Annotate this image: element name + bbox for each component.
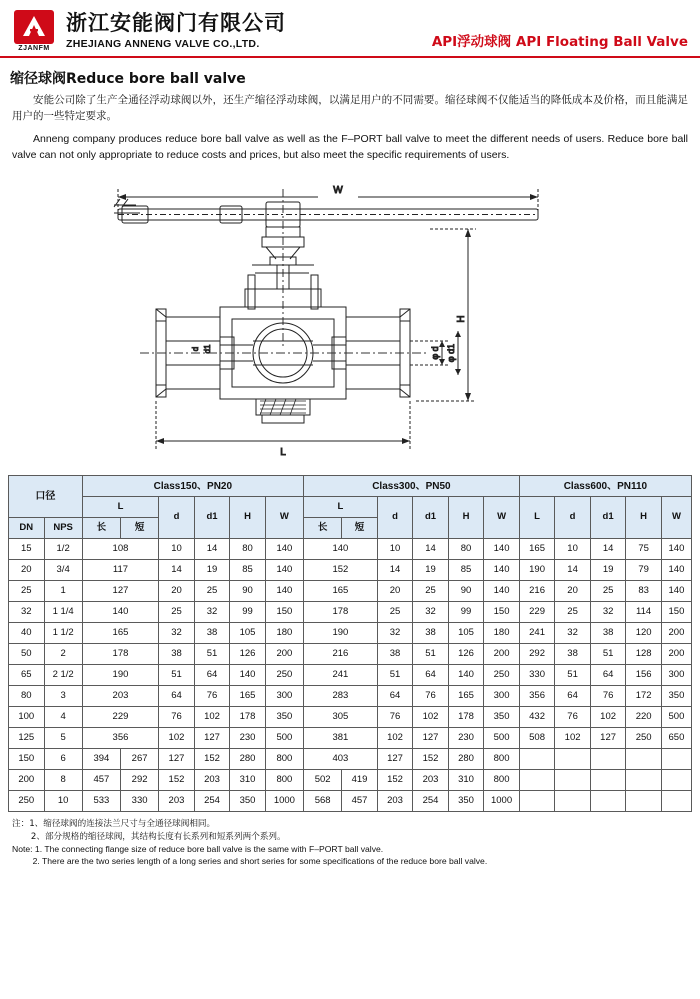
th-nps: NPS (44, 518, 82, 539)
cell-c300-w: 250 (484, 665, 520, 686)
th-c600-L: L (519, 497, 555, 539)
cell-nps: 10 (44, 791, 82, 812)
cell-c150-w: 180 (265, 623, 303, 644)
cell-c600-w: 150 (661, 602, 691, 623)
cell-dn: 65 (9, 665, 45, 686)
cell-c600-w: 200 (661, 623, 691, 644)
cell-nps: 1 (44, 581, 82, 602)
cell-c300-d: 10 (377, 539, 413, 560)
cell-c150-d: 76 (159, 707, 195, 728)
cell-c300-l-long: 190 (304, 623, 378, 644)
cell-c600-h: 128 (626, 644, 662, 665)
cell-c600-l: 190 (519, 560, 555, 581)
cell-c150-d: 38 (159, 644, 195, 665)
th-c300-H: H (448, 497, 484, 539)
cell-nps: 3/4 (44, 560, 82, 581)
company-name (66, 12, 286, 49)
cell-c600-d1: 32 (590, 602, 626, 623)
cell-c300-h: 230 (448, 728, 484, 749)
cell-c300-d: 203 (377, 791, 413, 812)
cell-c600-d1: 14 (590, 539, 626, 560)
cell-c150-l-long: 140 (82, 602, 158, 623)
cell-c600-d: 20 (555, 581, 591, 602)
th-c300-d: d (377, 497, 413, 539)
cell-c300-w: 500 (484, 728, 520, 749)
th-c300-W: W (484, 497, 520, 539)
cell-c600-h (626, 770, 662, 791)
company-name-en: ZHEJIANG ANNENG VALVE CO.,LTD. (66, 37, 260, 50)
cell-c300-l-long: 140 (304, 539, 378, 560)
company-logo (8, 10, 60, 52)
th-c150-H: H (230, 497, 266, 539)
cell-c150-d: 25 (159, 602, 195, 623)
cell-c150-d1: 152 (194, 749, 230, 770)
cell-c150-d: 51 (159, 665, 195, 686)
cell-dn: 25 (9, 581, 45, 602)
table-row (9, 602, 692, 623)
cell-c150-l-long: 229 (82, 707, 158, 728)
cell-nps: 8 (44, 770, 82, 791)
cell-c150-l-short: 267 (120, 749, 158, 770)
cell-nps: 2 1/2 (44, 665, 82, 686)
cell-c600-d1 (590, 770, 626, 791)
cell-c150-l-short: 292 (120, 770, 158, 791)
cell-c150-d: 20 (159, 581, 195, 602)
cell-c150-h: 178 (230, 707, 266, 728)
cell-dn: 250 (9, 791, 45, 812)
th-c300-L: L (304, 497, 378, 518)
page-title: 缩径球阀Reduce bore ball valve (10, 71, 246, 87)
cell-c150-w: 350 (265, 707, 303, 728)
cell-c300-w: 350 (484, 707, 520, 728)
cell-c300-w: 180 (484, 623, 520, 644)
cell-nps: 3 (44, 686, 82, 707)
cell-c600-d: 102 (555, 728, 591, 749)
th-group-size: 口径 (9, 476, 83, 518)
cell-c300-h: 280 (448, 749, 484, 770)
cell-c300-d1: 102 (413, 707, 449, 728)
cell-c600-h (626, 749, 662, 770)
cell-dn: 15 (9, 539, 45, 560)
cell-c300-h: 126 (448, 644, 484, 665)
page-header (0, 0, 700, 58)
cell-c600-h: 172 (626, 686, 662, 707)
spec-table-wrapper (0, 475, 700, 812)
th-c600-d1: d1 (590, 497, 626, 539)
table-row (9, 791, 692, 812)
cell-c150-h: 230 (230, 728, 266, 749)
cell-c150-w: 1000 (265, 791, 303, 812)
cell-c150-h: 140 (230, 665, 266, 686)
cell-c150-d: 32 (159, 623, 195, 644)
dim-w-top-label: W (333, 185, 343, 197)
cell-c300-d1: 14 (413, 539, 449, 560)
cell-c150-l-short: 330 (120, 791, 158, 812)
th-c300-d1: d1 (413, 497, 449, 539)
cell-c150-d: 102 (159, 728, 195, 749)
cell-c300-l-long: 305 (304, 707, 378, 728)
table-sub-header-row-1 (9, 497, 692, 518)
cell-c600-d: 51 (555, 665, 591, 686)
th-c150-L-long: 长 (82, 518, 120, 539)
cell-c300-l-long: 283 (304, 686, 378, 707)
cell-dn: 40 (9, 623, 45, 644)
dim-l-label: L (280, 447, 286, 459)
table-row (9, 728, 692, 749)
cell-c300-l-long: 152 (304, 560, 378, 581)
cell-c300-d1: 127 (413, 728, 449, 749)
cell-c150-l-long: 108 (82, 539, 158, 560)
cell-c600-h: 120 (626, 623, 662, 644)
cell-dn: 80 (9, 686, 45, 707)
cell-c150-d: 64 (159, 686, 195, 707)
cell-c300-d: 152 (377, 770, 413, 791)
cell-dn: 20 (9, 560, 45, 581)
cell-dn: 50 (9, 644, 45, 665)
cell-c600-h: 156 (626, 665, 662, 686)
logo-text: ZJANFM (18, 45, 50, 52)
cell-c600-d (555, 749, 591, 770)
cell-c150-l-long: 394 (82, 749, 120, 770)
cell-c150-d: 127 (159, 749, 195, 770)
cell-c600-l: 165 (519, 539, 555, 560)
cell-c600-d1 (590, 791, 626, 812)
cell-c300-w: 800 (484, 770, 520, 791)
cell-c600-l (519, 770, 555, 791)
cell-nps: 1 1/4 (44, 602, 82, 623)
table-row (9, 560, 692, 581)
cell-c600-d1: 25 (590, 581, 626, 602)
cell-c300-h: 350 (448, 791, 484, 812)
logo-mark-icon (14, 10, 54, 44)
table-row (9, 581, 692, 602)
cell-c300-w: 140 (484, 581, 520, 602)
cell-c150-l-long: 190 (82, 665, 158, 686)
cell-c300-d1: 76 (413, 686, 449, 707)
cell-c300-d1: 254 (413, 791, 449, 812)
cell-c150-w: 300 (265, 686, 303, 707)
cell-c600-d1: 38 (590, 623, 626, 644)
cell-c150-d1: 14 (194, 539, 230, 560)
cell-c600-l: 229 (519, 602, 555, 623)
table-row (9, 686, 692, 707)
th-c300-L-long: 长 (304, 518, 342, 539)
cell-dn: 200 (9, 770, 45, 791)
cell-c600-d1 (590, 749, 626, 770)
cell-c150-d: 203 (159, 791, 195, 812)
table-row (9, 665, 692, 686)
cell-c600-h (626, 791, 662, 812)
cell-c600-d: 76 (555, 707, 591, 728)
th-c300-L-short: 短 (342, 518, 378, 539)
cell-c600-l: 356 (519, 686, 555, 707)
cell-c300-w: 140 (484, 560, 520, 581)
cell-c150-l-long: 457 (82, 770, 120, 791)
cell-c600-l: 216 (519, 581, 555, 602)
cell-c300-h: 105 (448, 623, 484, 644)
table-row (9, 770, 692, 791)
cell-c600-w: 300 (661, 665, 691, 686)
cell-c600-d: 14 (555, 560, 591, 581)
cell-c600-d: 25 (555, 602, 591, 623)
th-c600-W: W (661, 497, 691, 539)
cell-c600-l: 508 (519, 728, 555, 749)
table-row (9, 623, 692, 644)
cell-c300-h: 85 (448, 560, 484, 581)
cell-c300-l-long: 165 (304, 581, 378, 602)
cell-c150-l-long: 356 (82, 728, 158, 749)
cell-nps: 5 (44, 728, 82, 749)
cell-c600-w: 140 (661, 581, 691, 602)
cell-c600-w: 200 (661, 644, 691, 665)
cell-c300-h: 99 (448, 602, 484, 623)
cell-c150-h: 310 (230, 770, 266, 791)
cell-c150-h: 85 (230, 560, 266, 581)
note-cn-2: 2、部分规格的缩径球阀，其结构长度有长系列和短系列两个系列。 (30, 831, 286, 842)
cell-c300-l-long: 381 (304, 728, 378, 749)
th-c150-W: W (265, 497, 303, 539)
cell-c300-w: 300 (484, 686, 520, 707)
cell-c600-l: 432 (519, 707, 555, 728)
cell-c150-l-long: 117 (82, 560, 158, 581)
cell-c300-d: 32 (377, 623, 413, 644)
table-row (9, 749, 692, 770)
cell-c300-d1: 38 (413, 623, 449, 644)
dim-d1-label: d1 (203, 344, 212, 354)
cell-c150-d: 10 (159, 539, 195, 560)
cell-c600-w (661, 770, 691, 791)
th-c150-d1: d1 (194, 497, 230, 539)
cell-c600-d1: 51 (590, 644, 626, 665)
cell-c150-d1: 38 (194, 623, 230, 644)
cell-c300-w: 200 (484, 644, 520, 665)
th-c600-H: H (626, 497, 662, 539)
dim-phi-d-label: φ d (430, 346, 440, 360)
cell-c150-l-long: 165 (82, 623, 158, 644)
cell-c600-d: 64 (555, 686, 591, 707)
cell-c600-d: 38 (555, 644, 591, 665)
cell-c300-l-short: 457 (342, 791, 378, 812)
cell-c300-d: 20 (377, 581, 413, 602)
cell-nps: 1/2 (44, 539, 82, 560)
cell-c150-d1: 102 (194, 707, 230, 728)
cell-c300-w: 150 (484, 602, 520, 623)
cell-c600-d1: 64 (590, 665, 626, 686)
dim-d-label: d (191, 346, 200, 352)
cell-c150-l-long: 127 (82, 581, 158, 602)
cell-c300-l-long: 502 (304, 770, 342, 791)
table-body (9, 539, 692, 812)
cell-c150-w: 800 (265, 770, 303, 791)
cell-nps: 4 (44, 707, 82, 728)
cell-c150-w: 140 (265, 560, 303, 581)
cell-c300-l-long: 403 (304, 749, 378, 770)
cell-c300-d: 51 (377, 665, 413, 686)
th-c150-d: d (159, 497, 195, 539)
cell-c150-d1: 25 (194, 581, 230, 602)
cell-c150-d: 14 (159, 560, 195, 581)
cell-c300-d: 64 (377, 686, 413, 707)
cell-c600-w (661, 791, 691, 812)
company-name-cn: 浙江安能阀门有限公司 (66, 11, 286, 36)
note-cn-1: 注：1、缩径球阀的连接法兰尺寸与全通径球阀相同。 (12, 819, 216, 830)
th-c150-L: L (82, 497, 158, 518)
cell-c300-d: 127 (377, 749, 413, 770)
cell-nps: 6 (44, 749, 82, 770)
cell-c150-d1: 51 (194, 644, 230, 665)
cell-c150-h: 350 (230, 791, 266, 812)
cell-c600-d1: 19 (590, 560, 626, 581)
cell-c300-d1: 32 (413, 602, 449, 623)
valve-drawing-svg (70, 169, 630, 469)
cell-c600-l (519, 749, 555, 770)
table-row (9, 644, 692, 665)
cell-c600-h: 75 (626, 539, 662, 560)
cell-c150-d1: 64 (194, 665, 230, 686)
cell-c600-h: 220 (626, 707, 662, 728)
cell-c300-h: 140 (448, 665, 484, 686)
cell-dn: 100 (9, 707, 45, 728)
note-en-2: 2. There are the two series length of a long series and short series for some specifications of the reduce bore ball valve. (32, 856, 488, 867)
cell-c150-h: 165 (230, 686, 266, 707)
cell-c150-w: 500 (265, 728, 303, 749)
cell-c300-l-long: 216 (304, 644, 378, 665)
cell-c300-d1: 64 (413, 665, 449, 686)
cell-c600-h: 79 (626, 560, 662, 581)
th-group-class300: Class300、PN50 (304, 476, 520, 497)
table-row (9, 539, 692, 560)
cell-c600-d1: 127 (590, 728, 626, 749)
cell-c150-h: 80 (230, 539, 266, 560)
header-product-title: API浮动球阀 API Floating Ball Valve (431, 34, 688, 50)
cell-c300-l-short: 419 (342, 770, 378, 791)
cell-c150-h: 105 (230, 623, 266, 644)
dim-h-label: H (456, 315, 467, 323)
cell-c600-d: 32 (555, 623, 591, 644)
cell-c300-w: 140 (484, 539, 520, 560)
cell-c300-d: 76 (377, 707, 413, 728)
cell-c600-h: 250 (626, 728, 662, 749)
th-c150-L-short: 短 (120, 518, 158, 539)
cell-dn: 125 (9, 728, 45, 749)
cell-c150-d1: 19 (194, 560, 230, 581)
cell-c300-l-long: 178 (304, 602, 378, 623)
cell-c600-w: 140 (661, 560, 691, 581)
cell-c600-d: 10 (555, 539, 591, 560)
cell-c150-d1: 254 (194, 791, 230, 812)
cell-c150-d: 152 (159, 770, 195, 791)
intro-paragraph-cn: 安能公司除了生产全通径浮动球阀以外，还生产缩径浮动球阀，以满足用户的不同需要。缩径球阀不仅能适当的降低成本及价格，而且能满足用户的一些特定要求。 (12, 94, 688, 123)
cell-c300-d: 38 (377, 644, 413, 665)
cell-c600-h: 114 (626, 602, 662, 623)
cell-c150-h: 280 (230, 749, 266, 770)
cell-c600-w: 140 (661, 539, 691, 560)
cell-c150-d1: 203 (194, 770, 230, 791)
cell-c600-d (555, 770, 591, 791)
cell-c300-d1: 19 (413, 560, 449, 581)
cell-c150-h: 90 (230, 581, 266, 602)
th-group-class600: Class600、PN110 (519, 476, 691, 497)
cell-c300-l-long: 568 (304, 791, 342, 812)
cell-c150-l-long: 178 (82, 644, 158, 665)
th-c600-d: d (555, 497, 591, 539)
cell-c600-l: 292 (519, 644, 555, 665)
cell-c600-d1: 102 (590, 707, 626, 728)
cell-c600-l: 330 (519, 665, 555, 686)
cell-c600-w: 500 (661, 707, 691, 728)
cell-c300-d: 102 (377, 728, 413, 749)
cell-c300-w: 1000 (484, 791, 520, 812)
cell-c150-w: 140 (265, 581, 303, 602)
table-group-header-row (9, 476, 692, 497)
cell-c150-w: 250 (265, 665, 303, 686)
cell-c300-w: 800 (484, 749, 520, 770)
cell-c150-w: 800 (265, 749, 303, 770)
cell-c300-h: 310 (448, 770, 484, 791)
cell-c150-l-long: 533 (82, 791, 120, 812)
cell-c300-d1: 25 (413, 581, 449, 602)
cell-c150-h: 99 (230, 602, 266, 623)
cell-c600-d (555, 791, 591, 812)
cell-c300-d1: 51 (413, 644, 449, 665)
cell-c300-l-long: 241 (304, 665, 378, 686)
cell-c300-d: 14 (377, 560, 413, 581)
cell-c300-h: 165 (448, 686, 484, 707)
cell-dn: 32 (9, 602, 45, 623)
cell-c300-h: 90 (448, 581, 484, 602)
dim-phi-d1-label: φ d1 (446, 343, 456, 363)
cell-c600-l (519, 791, 555, 812)
header-divider (0, 56, 700, 58)
intro-paragraph-en: Anneng company produces reduce bore ball valve as well as the F–PORT ball valve to meet the different needs of users. Reduce bore ball valve can not only appropriate to reduce costs and prices, but also meet the specific requirements of users. (12, 132, 688, 161)
cell-c300-d1: 152 (413, 749, 449, 770)
valve-technical-drawing (0, 169, 700, 469)
cell-c300-d1: 203 (413, 770, 449, 791)
cell-c150-l-long: 203 (82, 686, 158, 707)
cell-c150-d1: 32 (194, 602, 230, 623)
cell-c150-w: 200 (265, 644, 303, 665)
cell-c300-h: 80 (448, 539, 484, 560)
cell-c150-h: 126 (230, 644, 266, 665)
note-en-1: Note: 1. The connecting flange size of reduce bore ball valve is the same with F–PORT ball valve. (12, 843, 384, 854)
th-dn: DN (9, 518, 45, 539)
cell-c150-w: 140 (265, 539, 303, 560)
cell-c300-d: 25 (377, 602, 413, 623)
cell-c600-d1: 76 (590, 686, 626, 707)
cell-c150-w: 150 (265, 602, 303, 623)
cell-c300-h: 178 (448, 707, 484, 728)
cell-c600-w (661, 749, 691, 770)
table-row (9, 707, 692, 728)
cell-c600-w: 650 (661, 728, 691, 749)
cell-c150-d1: 127 (194, 728, 230, 749)
cell-c600-h: 83 (626, 581, 662, 602)
cell-nps: 2 (44, 644, 82, 665)
cell-nps: 1 1/2 (44, 623, 82, 644)
cell-c150-d1: 76 (194, 686, 230, 707)
cell-c600-w: 350 (661, 686, 691, 707)
notes-block (12, 818, 688, 868)
specification-table (8, 475, 692, 812)
cell-dn: 150 (9, 749, 45, 770)
th-group-class150: Class150、PN20 (82, 476, 303, 497)
cell-c600-l: 241 (519, 623, 555, 644)
